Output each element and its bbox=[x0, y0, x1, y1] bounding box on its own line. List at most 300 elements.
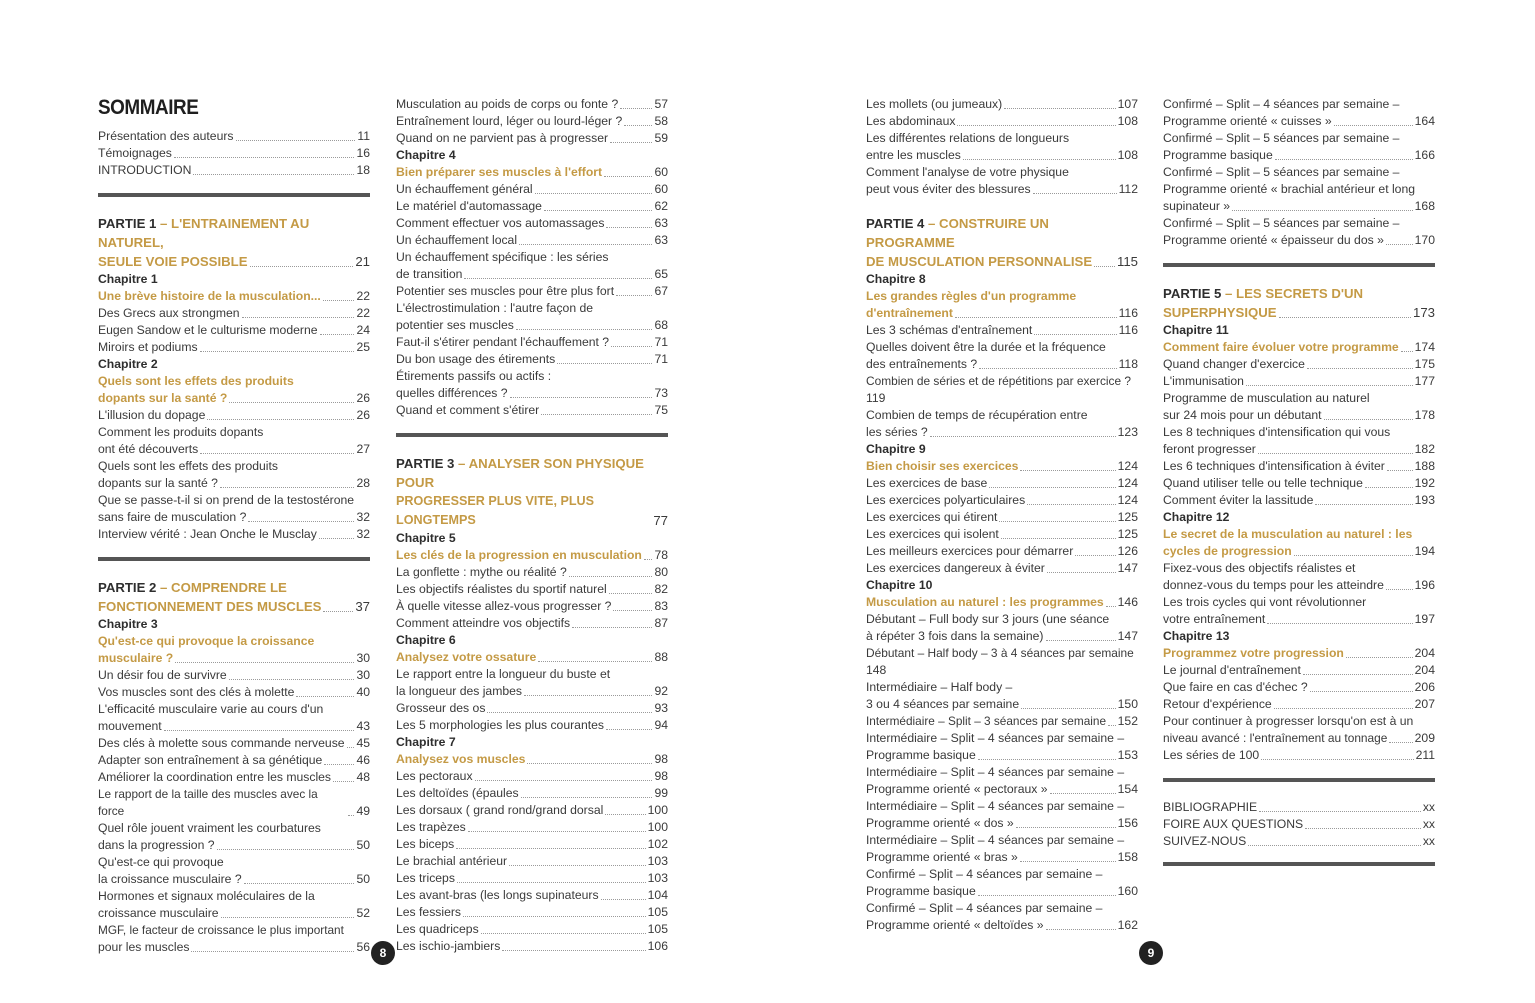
toc-entry[interactable] bbox=[1163, 594, 1435, 628]
page-ref: 182 bbox=[1414, 442, 1435, 456]
toc-entry[interactable] bbox=[396, 666, 668, 700]
toc-entry[interactable] bbox=[396, 853, 668, 870]
toc-entry[interactable] bbox=[396, 768, 668, 785]
dot-leader bbox=[1307, 368, 1413, 369]
toc-entry[interactable] bbox=[866, 407, 1138, 441]
chapter-label: Chapitre 11 bbox=[1163, 323, 1229, 337]
dot-leader bbox=[610, 142, 652, 143]
dot-leader bbox=[175, 662, 354, 663]
entry-title-cont: croissance musculaire bbox=[98, 906, 219, 920]
toc-entry[interactable] bbox=[98, 492, 370, 526]
dot-leader bbox=[605, 814, 645, 815]
toc-entry[interactable] bbox=[1163, 373, 1435, 390]
entry-title: À quelle vitesse allez-vous progresser ? bbox=[396, 599, 612, 613]
page-ref: 43 bbox=[356, 719, 370, 733]
toc-entry[interactable] bbox=[98, 128, 370, 145]
entry-title: Le rapport entre la longueur du buste et bbox=[396, 667, 611, 681]
dot-leader bbox=[236, 140, 356, 141]
dot-leader bbox=[320, 334, 355, 335]
entry-title: Les exercices dangereux à éviter bbox=[866, 561, 1045, 575]
toc-entry[interactable] bbox=[396, 300, 668, 334]
toc-entry[interactable] bbox=[396, 870, 668, 887]
page-ref: 108 bbox=[1117, 114, 1138, 128]
page-ref: 60 bbox=[654, 165, 668, 179]
entry-title: Les exercices qui étirent bbox=[866, 510, 998, 524]
section-divider bbox=[98, 557, 370, 561]
entry-title: Interview vérité : Jean Onche le Musclay bbox=[98, 527, 317, 541]
toc-entry[interactable] bbox=[396, 351, 668, 368]
toc-entry[interactable] bbox=[396, 334, 668, 351]
entry-title: Débutant – Half body – 3 à 4 séances par semaine bbox=[866, 646, 1134, 660]
chapter-title-entry[interactable] bbox=[98, 373, 370, 407]
entry-title: Les meilleurs exercices pour démarrer bbox=[866, 544, 1074, 558]
toc-entry[interactable] bbox=[1163, 96, 1435, 130]
page-ref: 27 bbox=[356, 442, 370, 456]
entry-title-cont: Programme orienté « deltoïdes » bbox=[866, 918, 1044, 932]
toc-entry[interactable] bbox=[866, 866, 1138, 900]
chapter-title: Bien choisir ses exercices bbox=[866, 459, 1019, 473]
dot-leader bbox=[1033, 193, 1117, 194]
toc-entry[interactable] bbox=[1163, 816, 1435, 833]
dot-leader bbox=[193, 174, 354, 175]
toc-entry[interactable] bbox=[98, 888, 370, 922]
page-ref: 124 bbox=[1117, 476, 1138, 490]
page-ref: 82 bbox=[654, 582, 668, 596]
page-ref: 148 bbox=[866, 663, 887, 677]
entry-title-cont: Programme orienté « épaisseur du dos » bbox=[1163, 233, 1384, 247]
entry-title-cont: feront progresser bbox=[1163, 442, 1256, 456]
entry-title: Les biceps bbox=[396, 837, 455, 851]
entry-title: Potentier ses muscles pour être plus fort bbox=[396, 284, 615, 298]
toc-entry[interactable] bbox=[396, 198, 668, 215]
chapter-label: Chapitre 3 bbox=[98, 617, 158, 631]
chapter-label: Chapitre 13 bbox=[1163, 629, 1230, 643]
toc-entry[interactable] bbox=[396, 700, 668, 717]
page-ref: 52 bbox=[356, 906, 370, 920]
toc-entry[interactable] bbox=[866, 492, 1138, 509]
entry-title-cont: mouvement bbox=[98, 719, 162, 733]
dot-leader bbox=[348, 815, 354, 816]
entry-title: Présentation des auteurs bbox=[98, 129, 234, 143]
page-ref: 105 bbox=[647, 922, 668, 936]
page-ref: 116 bbox=[1118, 306, 1138, 320]
dot-leader bbox=[979, 368, 1116, 369]
toc-entry[interactable] bbox=[866, 322, 1138, 339]
page-ref: 207 bbox=[1414, 697, 1435, 711]
chapter-title-entry[interactable] bbox=[396, 164, 668, 181]
dot-leader bbox=[1334, 125, 1413, 126]
page-ref: 116 bbox=[1118, 323, 1138, 337]
toc-entry[interactable] bbox=[866, 900, 1138, 934]
dot-leader bbox=[323, 300, 355, 301]
chapter-title-entry[interactable] bbox=[1163, 339, 1435, 356]
toc-entry[interactable] bbox=[396, 921, 668, 938]
toc-entry[interactable] bbox=[98, 145, 370, 162]
entry-title: L'électrostimulation : l'autre façon de bbox=[396, 301, 594, 315]
dot-leader bbox=[1047, 572, 1116, 573]
toc-entry[interactable] bbox=[866, 543, 1138, 560]
dot-leader bbox=[1261, 759, 1413, 760]
chapter-title-entry[interactable] bbox=[1163, 645, 1435, 662]
page-ref: 22 bbox=[356, 306, 370, 320]
page-ref: 48 bbox=[356, 770, 370, 784]
chapter-title-entry[interactable] bbox=[1163, 526, 1435, 560]
page-ref: 124 bbox=[1117, 459, 1138, 473]
dot-leader bbox=[620, 108, 652, 109]
toc-entry[interactable] bbox=[866, 475, 1138, 492]
toc-entry[interactable] bbox=[1163, 492, 1435, 509]
toc-entry[interactable] bbox=[866, 560, 1138, 577]
toc-entry[interactable] bbox=[866, 526, 1138, 543]
toc-entry[interactable] bbox=[866, 730, 1138, 764]
dot-leader bbox=[1387, 470, 1413, 471]
dot-leader bbox=[1315, 504, 1412, 505]
page-ref: xx bbox=[1422, 834, 1435, 848]
toc-entry[interactable] bbox=[98, 458, 370, 492]
dot-leader bbox=[1004, 108, 1116, 109]
toc-entry[interactable] bbox=[98, 684, 370, 701]
toc-entry[interactable] bbox=[396, 564, 668, 581]
toc-entry[interactable] bbox=[1163, 356, 1435, 373]
toc-entry[interactable] bbox=[396, 717, 668, 734]
page-ref: 175 bbox=[1414, 357, 1435, 371]
toc-entry[interactable] bbox=[866, 373, 1138, 407]
toc-entry[interactable] bbox=[396, 96, 668, 113]
chapter-label: Chapitre 4 bbox=[396, 148, 456, 162]
dot-leader bbox=[1027, 504, 1115, 505]
toc-entry[interactable] bbox=[396, 181, 668, 198]
entry-title: Les triceps bbox=[396, 871, 455, 885]
toc-entry[interactable] bbox=[866, 713, 1138, 730]
page-ref: 105 bbox=[647, 905, 668, 919]
page-ref: 188 bbox=[1414, 459, 1435, 473]
page-ref: 58 bbox=[654, 114, 668, 128]
chapter-title-entry[interactable] bbox=[98, 633, 370, 667]
page-ref: 67 bbox=[654, 284, 668, 298]
toc-entry[interactable] bbox=[98, 769, 370, 786]
entry-title: Comment effectuer vos automassages bbox=[396, 216, 605, 230]
page-ref: 45 bbox=[356, 736, 370, 750]
entry-title: Intermédiaire – Split – 4 séances par semaine – bbox=[866, 833, 1125, 847]
toc-entry[interactable] bbox=[396, 598, 668, 615]
toc-entry[interactable] bbox=[1163, 747, 1435, 764]
dot-leader bbox=[502, 950, 645, 951]
entry-title: Quand changer d'exercice bbox=[1163, 357, 1305, 371]
page-ref: 98 bbox=[654, 752, 668, 766]
page-ref: 174 bbox=[1414, 340, 1435, 354]
dot-leader bbox=[229, 402, 354, 403]
toc-entry[interactable] bbox=[396, 581, 668, 598]
page-ref: 63 bbox=[654, 216, 668, 230]
part-title: – ANALYSER SON PHYSIQUE POUR bbox=[396, 456, 644, 490]
toc-entry[interactable] bbox=[396, 368, 668, 402]
entry-title: Intermédiaire – Split – 3 séances par semaine bbox=[866, 714, 1106, 728]
toc-entry[interactable] bbox=[1163, 458, 1435, 475]
toc-entry[interactable] bbox=[1163, 833, 1435, 850]
toc-entry[interactable] bbox=[866, 798, 1138, 832]
toc-entry[interactable] bbox=[396, 249, 668, 283]
page-ref: 204 bbox=[1414, 663, 1435, 677]
page-ref: 100 bbox=[647, 820, 668, 834]
toc-entry[interactable] bbox=[98, 667, 370, 684]
entry-title-cont: Programme orienté « dos » bbox=[866, 816, 1014, 830]
dot-leader bbox=[1258, 453, 1413, 454]
toc-entry[interactable] bbox=[98, 752, 370, 769]
chapter-title-entry[interactable] bbox=[866, 594, 1138, 611]
chapter-title: Les clés de la progression en musculation bbox=[396, 548, 642, 562]
toc-entry[interactable] bbox=[866, 509, 1138, 526]
page-ref: 106 bbox=[647, 939, 668, 953]
entry-title: Les quadriceps bbox=[396, 922, 479, 936]
chapter-title-entry[interactable] bbox=[866, 458, 1138, 475]
dot-leader bbox=[955, 317, 1117, 318]
dot-leader bbox=[1324, 419, 1413, 420]
dot-leader bbox=[613, 610, 652, 611]
chapter-title-entry[interactable] bbox=[98, 288, 370, 305]
entry-title-cont: votre entraînement bbox=[1163, 612, 1266, 626]
page-ref: 196 bbox=[1414, 578, 1435, 592]
toc-entry[interactable] bbox=[98, 922, 370, 956]
toc-entry[interactable] bbox=[396, 232, 668, 249]
toc-entry[interactable] bbox=[396, 113, 668, 130]
toc-entry[interactable] bbox=[396, 887, 668, 904]
dot-leader bbox=[468, 831, 646, 832]
dot-leader bbox=[616, 295, 652, 296]
toc-entry[interactable] bbox=[1163, 696, 1435, 713]
dot-leader bbox=[221, 917, 355, 918]
toc-entry[interactable] bbox=[1163, 713, 1435, 747]
toc-entry[interactable] bbox=[396, 130, 668, 147]
entry-title: Les exercices polyarticulaires bbox=[866, 493, 1026, 507]
dot-leader bbox=[541, 414, 652, 415]
toc-entry[interactable] bbox=[396, 283, 668, 300]
toc-entry[interactable] bbox=[98, 854, 370, 888]
entry-title: MGF, le facteur de croissance le plus important bbox=[98, 923, 344, 937]
toc-entry[interactable] bbox=[1163, 662, 1435, 679]
dot-leader bbox=[1274, 708, 1413, 709]
page-ref: 126 bbox=[1117, 544, 1138, 558]
page-ref: 104 bbox=[647, 888, 668, 902]
dot-leader bbox=[521, 797, 653, 798]
dot-leader bbox=[989, 487, 1115, 488]
part-heading[interactable] bbox=[98, 214, 370, 271]
chapter-title-entry[interactable] bbox=[396, 547, 668, 564]
dot-leader bbox=[963, 159, 1116, 160]
page-ref: 192 bbox=[1414, 476, 1435, 490]
page-ref: 147 bbox=[1117, 629, 1138, 643]
toc-entry[interactable] bbox=[1163, 215, 1435, 249]
chapter-title: Comment faire évoluer votre programme bbox=[1163, 340, 1399, 354]
entry-title: Témoignages bbox=[98, 146, 172, 160]
dot-leader bbox=[1401, 351, 1413, 352]
chapter-title-entry[interactable] bbox=[396, 751, 668, 768]
toc-entry[interactable] bbox=[98, 407, 370, 424]
dot-leader bbox=[481, 933, 646, 934]
entry-title: SUIVEZ-NOUS bbox=[1163, 834, 1247, 848]
entry-title: Les exercices qui isolent bbox=[866, 527, 999, 541]
chapter-10-entries bbox=[866, 730, 1138, 934]
page-ref: xx bbox=[1422, 817, 1435, 831]
page-ref: 103 bbox=[647, 854, 668, 868]
toc-entry[interactable] bbox=[866, 113, 1138, 130]
part-heading[interactable] bbox=[866, 214, 1138, 271]
page-ref: 57 bbox=[654, 97, 668, 111]
toc-entry[interactable] bbox=[396, 615, 668, 632]
toc-entry[interactable] bbox=[98, 322, 370, 339]
page-ref: 21 bbox=[355, 254, 370, 269]
toc-entry[interactable] bbox=[396, 938, 668, 955]
dot-leader bbox=[527, 763, 652, 764]
toc-entry[interactable] bbox=[396, 802, 668, 819]
entry-title: Hormones et signaux moléculaires de la bbox=[98, 889, 315, 903]
dot-leader bbox=[509, 865, 646, 866]
entry-title-cont: la croissance musculaire ? bbox=[98, 872, 242, 886]
dot-leader bbox=[1310, 691, 1413, 692]
part-label: PARTIE 4 bbox=[866, 216, 925, 231]
dot-leader bbox=[1275, 159, 1413, 160]
chapter-title: Analysez vos muscles bbox=[396, 752, 526, 766]
chapter-label: Chapitre 2 bbox=[98, 357, 158, 371]
page-ref: 68 bbox=[654, 318, 668, 332]
part-heading[interactable] bbox=[1163, 284, 1435, 322]
entry-title: Quand et comment s'étirer bbox=[396, 403, 540, 417]
toc-entry[interactable] bbox=[98, 735, 370, 752]
toc-entry[interactable] bbox=[98, 162, 370, 179]
page-ref: 56 bbox=[356, 940, 370, 954]
entry-title: L'illusion du dopage bbox=[98, 408, 206, 422]
chapter-title-entry[interactable] bbox=[866, 288, 1138, 322]
toc-entry[interactable] bbox=[396, 904, 668, 921]
toc-entry[interactable] bbox=[1163, 560, 1435, 594]
part-heading[interactable] bbox=[98, 578, 370, 616]
toc-entry[interactable] bbox=[866, 679, 1138, 713]
dot-leader bbox=[1389, 742, 1412, 743]
page-ref: 94 bbox=[654, 718, 668, 732]
page-ref: 11 bbox=[357, 129, 370, 143]
toc-entry[interactable] bbox=[396, 215, 668, 232]
entry-title: Du bon usage des étirements bbox=[396, 352, 556, 366]
part-title: – LES SECRETS D'UN bbox=[1221, 286, 1364, 301]
toc-entry[interactable] bbox=[866, 130, 1138, 164]
chapter-title-entry[interactable] bbox=[396, 649, 668, 666]
page-ref: 77 bbox=[653, 513, 668, 528]
page-ref: 211 bbox=[1415, 748, 1435, 762]
toc-entry[interactable] bbox=[866, 764, 1138, 798]
dot-leader bbox=[1020, 861, 1116, 862]
toc-entry[interactable] bbox=[98, 786, 370, 820]
entry-title-cont: des entraînements ? bbox=[866, 357, 978, 371]
dot-leader bbox=[1075, 555, 1115, 556]
dot-leader bbox=[250, 266, 354, 267]
entry-title: Comment atteindre vos objectifs bbox=[396, 616, 571, 630]
toc-entry[interactable] bbox=[396, 819, 668, 836]
page-ref: 125 bbox=[1117, 510, 1138, 524]
toc-entry[interactable] bbox=[866, 339, 1138, 373]
entry-title: Améliorer la coordination entre les muscles bbox=[98, 770, 332, 784]
page-ref: 168 bbox=[1414, 199, 1435, 213]
toc-entry[interactable] bbox=[866, 832, 1138, 866]
page-ref: 93 bbox=[654, 701, 668, 715]
dot-leader bbox=[510, 397, 653, 398]
page-ref: 107 bbox=[1117, 97, 1138, 111]
page-ref: 100 bbox=[647, 803, 668, 817]
toc-entry[interactable] bbox=[866, 96, 1138, 113]
page-ref: 37 bbox=[355, 599, 370, 614]
page-ref: 112 bbox=[1118, 182, 1138, 196]
entry-title-cont: niveau avancé : l'entraînement au tonnage bbox=[1163, 731, 1388, 745]
entry-title: Fixez-vous des objectifs réalistes et bbox=[1163, 561, 1356, 575]
entry-title: Le matériel d'automassage bbox=[396, 199, 542, 213]
chapter-title-cont: musculaire ? bbox=[98, 651, 174, 665]
page-ref: 30 bbox=[356, 651, 370, 665]
toc-entry[interactable] bbox=[98, 339, 370, 356]
toc-entry[interactable] bbox=[1163, 424, 1435, 458]
toc-entry[interactable] bbox=[1163, 390, 1435, 424]
page-ref: 170 bbox=[1414, 233, 1435, 247]
entry-title-cont: de transition bbox=[396, 267, 463, 281]
entry-title: Les 5 morphologies les plus courantes bbox=[396, 718, 604, 732]
toc-entry[interactable] bbox=[98, 305, 370, 322]
toc-entry[interactable] bbox=[98, 701, 370, 735]
entry-title-cont: la longueur des jambes bbox=[396, 684, 523, 698]
entry-title-cont: à répéter 3 fois dans la semaine) bbox=[866, 629, 1044, 643]
dot-leader bbox=[1001, 538, 1116, 539]
toc-entry[interactable] bbox=[866, 611, 1138, 645]
page-ref: 125 bbox=[1117, 527, 1138, 541]
toc-entry[interactable] bbox=[1163, 164, 1435, 215]
toc-entry[interactable] bbox=[98, 820, 370, 854]
page-ref: 87 bbox=[654, 616, 668, 630]
page-ref: 18 bbox=[356, 163, 370, 177]
dot-leader bbox=[174, 157, 355, 158]
dot-leader bbox=[1046, 640, 1116, 641]
part-heading[interactable] bbox=[396, 454, 668, 530]
toc-entry[interactable] bbox=[396, 785, 668, 802]
toc-entry[interactable] bbox=[1163, 679, 1435, 696]
toc-entry[interactable] bbox=[1163, 130, 1435, 164]
entry-title: Quand utiliser telle ou telle technique bbox=[1163, 476, 1363, 490]
dot-leader bbox=[544, 210, 652, 211]
page-ref: 49 bbox=[356, 804, 370, 818]
page-ref: 193 bbox=[1414, 493, 1435, 507]
toc-entry[interactable] bbox=[98, 424, 370, 458]
page-ref: 153 bbox=[1117, 748, 1138, 762]
page-ref: 16 bbox=[356, 146, 370, 160]
toc-entry[interactable] bbox=[396, 402, 668, 419]
page-ref: 59 bbox=[654, 131, 668, 145]
toc-entry[interactable] bbox=[1163, 475, 1435, 492]
entry-title: Programme de musculation au naturel bbox=[1163, 391, 1370, 405]
toc-entry[interactable] bbox=[866, 164, 1138, 198]
toc-entry[interactable] bbox=[98, 526, 370, 543]
toc-entry[interactable] bbox=[1163, 799, 1435, 816]
toc-column-4 bbox=[1163, 96, 1435, 883]
toc-entry[interactable] bbox=[396, 836, 668, 853]
dot-leader bbox=[557, 363, 652, 364]
entry-title: Vos muscles sont des clés à molette bbox=[98, 685, 295, 699]
dot-leader bbox=[1094, 266, 1115, 267]
dot-leader bbox=[535, 193, 653, 194]
page-ref: 164 bbox=[1414, 114, 1435, 128]
entry-title: Retour d'expérience bbox=[1163, 697, 1272, 711]
part-label: PARTIE 5 bbox=[1163, 286, 1222, 301]
entry-title: Adapter son entraînement à sa génétique bbox=[98, 753, 323, 767]
toc-entry[interactable] bbox=[866, 645, 1138, 679]
page-ref: 152 bbox=[1117, 714, 1138, 728]
page-ref: 197 bbox=[1414, 612, 1435, 626]
page-ref: 156 bbox=[1117, 816, 1138, 830]
dot-leader bbox=[463, 916, 646, 917]
